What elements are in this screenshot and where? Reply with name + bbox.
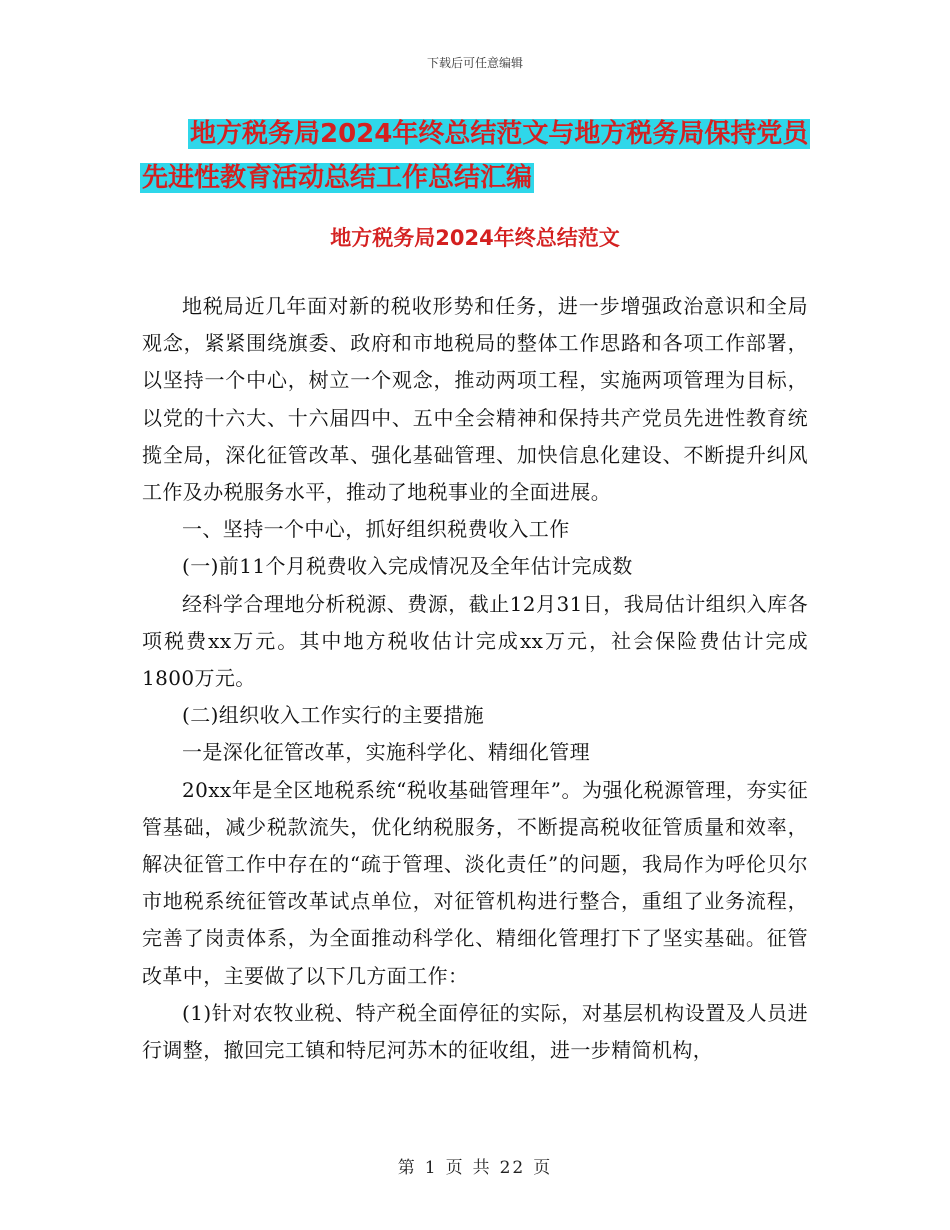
paragraph: 经科学合理地分析税源、费源，截止12月31日，我局估计组织入库各项税费xx万元。其中地方税收估计完成xx万元，社会保险费估计完成1800万元。	[142, 591, 808, 691]
footer-prefix: 第	[397, 1158, 417, 1178]
header-note: 下载后可任意编辑	[426, 56, 523, 70]
footer-total-label: 共	[472, 1158, 492, 1178]
paragraph: 地税局近几年面对新的税收形势和任务，进一步增强政治意识和全局观念，紧紧围绕旗委、政府和市地税局的整体工作思路和各项工作部署，以坚持一个中心，树立一个观念，推动两项工程，实施两项管理为目标，以党的十六大、十六届四中、五中全会精神和保持共产党员先进性教育统揽全局，深化征管改革、强化基础管理、加快信息化建设、不断提升纠风工作及办税服务水平，推动了地税事业的全面进展。	[142, 294, 808, 505]
document-title	[140, 112, 840, 200]
footer-suffix: 页	[533, 1158, 553, 1178]
paragraph: 20xx年是全区地税系统“税收基础管理年”。为强化税源管理，夯实征管基础，减少税款流失，优化纳税服务，不断提高税收征管质量和效率，解决征管工作中存在的“疏于管理、淡化责任”的问题，我局作为呼伦贝尔市地税系统征管改革试点单位，对征管机构进行整合，重组了业务流程，完善了岗责体系，为全面推动科学化、精细化管理打下了坚实基础。征管改革中，主要做了以下几方面工作：	[142, 777, 808, 988]
title-line-2: 先进性教育活动总结工作总结汇编	[142, 163, 533, 193]
section-title: 地方税务局2024年终总结范文	[330, 226, 620, 250]
footer-middle: 页	[445, 1158, 465, 1178]
paragraph: 一、坚持一个中心，抓好组织税费收入工作	[182, 517, 570, 542]
page-footer	[0, 1153, 950, 1178]
body-text	[142, 288, 808, 1069]
paragraph: (一)前11个月税费收入完成情况及全年估计完成数	[182, 554, 633, 579]
total-pages: 22	[499, 1158, 526, 1178]
page-number: 1	[424, 1158, 438, 1178]
paragraph: 一是深化征管改革，实施科学化、精细化管理	[182, 740, 590, 765]
title-line-1: 地方税务局2024年终总结范文与地方税务局保持党员	[190, 119, 809, 149]
paragraph: (二)组织收入工作实行的主要措施	[182, 703, 485, 728]
paragraph: (1)针对农牧业税、特产税全面停征的实际，对基层机构设置及人员进行调整，撤回完工镇和特尼河苏木的征收组，进一步精简机构，	[142, 1000, 808, 1063]
